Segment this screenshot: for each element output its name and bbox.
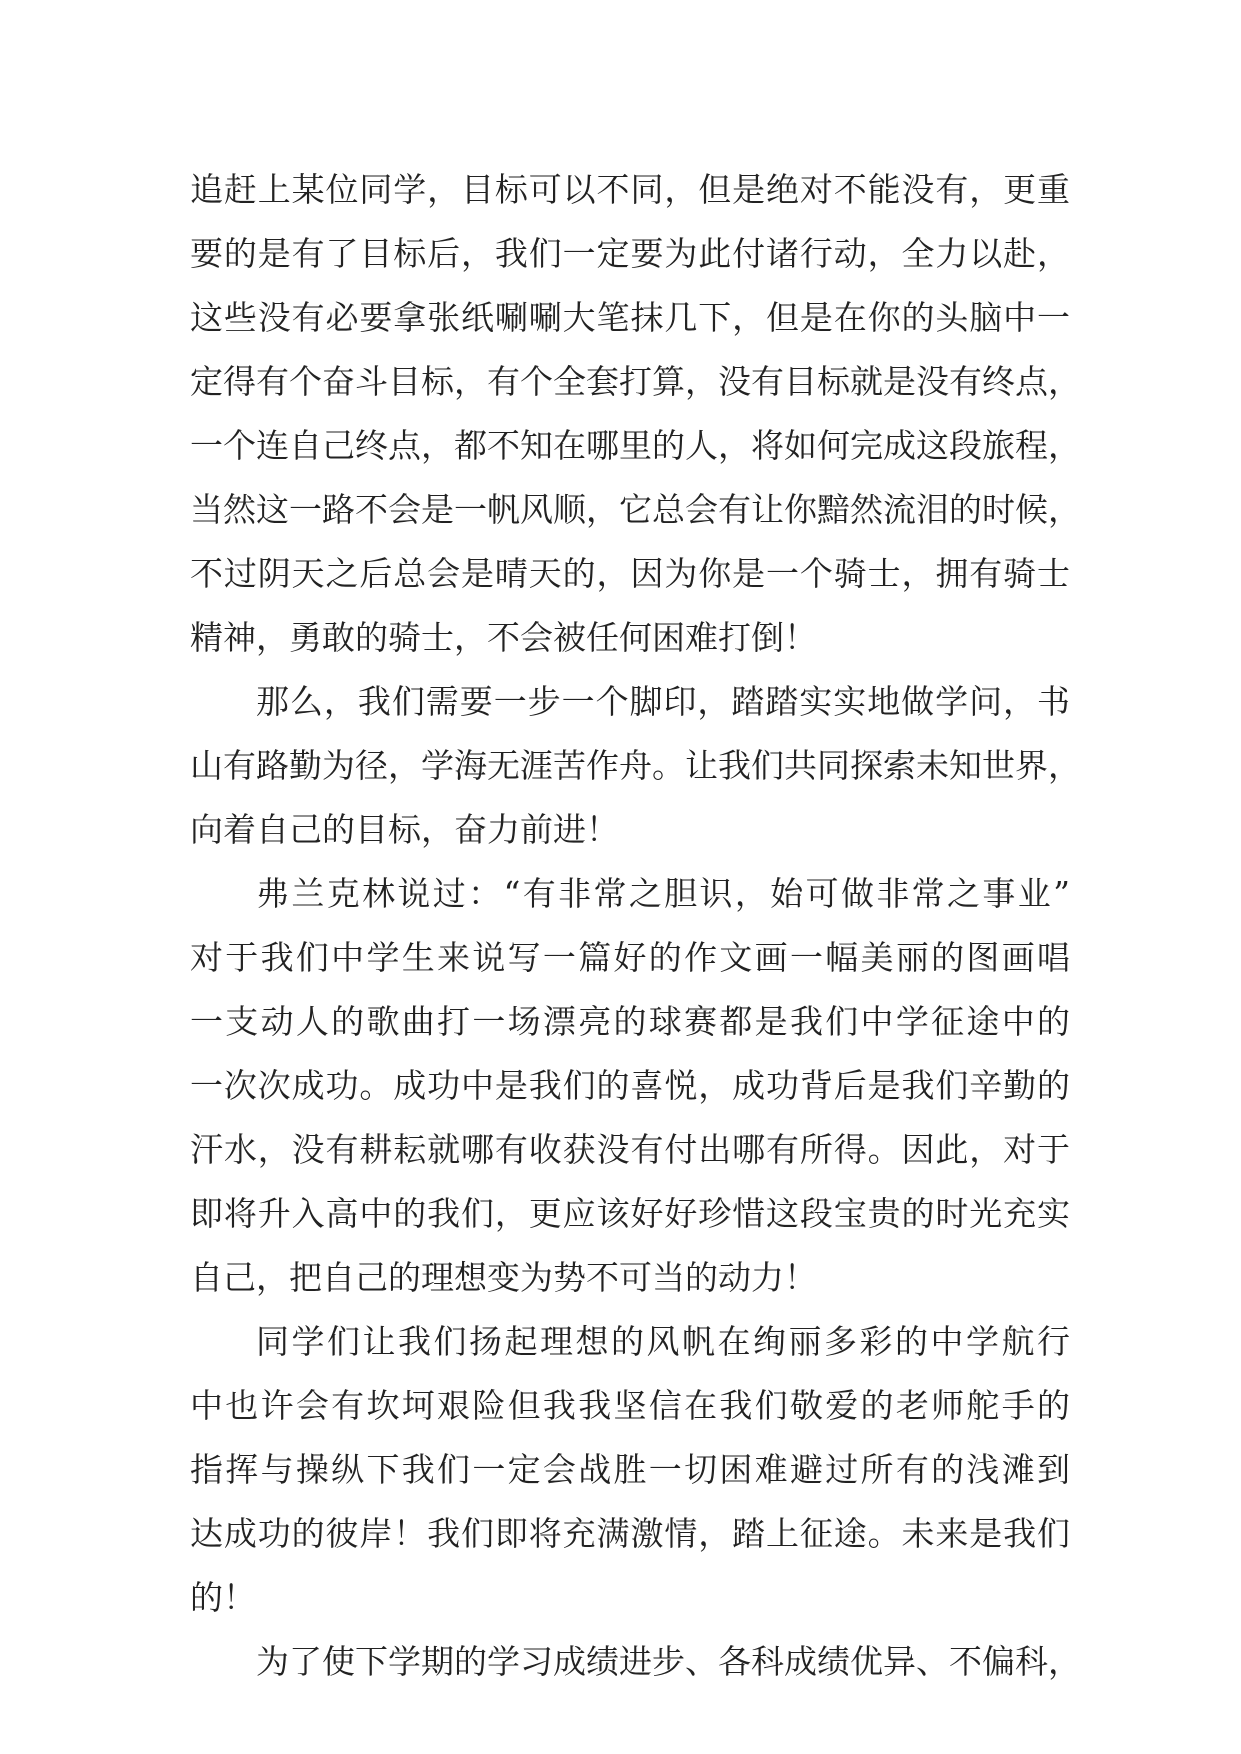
text-line: 那么，我们需要一步一个脚印，踏踏实实地做学问，书 [256, 682, 1070, 721]
text-line: 一个连自己终点，都不知在哪里的人，将如何完成这段旅程， [190, 426, 1081, 465]
text-line: 定得有个奋斗目标，有个全套打算，没有目标就是没有终点， [190, 362, 1081, 401]
text-line: 对于我们中学生来说写一篇好的作文画一幅美丽的图画唱 [190, 938, 1070, 977]
text-line: 汗水，没有耕耘就哪有收获没有付出哪有所得。因此，对于 [190, 1130, 1070, 1169]
text-line: 向着自己的目标，奋力前进！ [190, 810, 619, 849]
text-line: 一次次成功。成功中是我们的喜悦，成功背后是我们辛勤的 [190, 1066, 1070, 1105]
text-line: 弗兰克林说过：“有非常之胆识，始可做非常之事业” [256, 874, 1070, 913]
text-line: 中也许会有坎坷艰险但我我坚信在我们敬爱的老师舵手的 [190, 1386, 1070, 1425]
document-body [190, 158, 1081, 1694]
text-line: 当然这一路不会是一帆风顺，它总会有让你黯然流泪的时候， [190, 490, 1081, 529]
text-line: 精神，勇敢的骑士，不会被任何困难打倒！ [190, 618, 817, 657]
text-line: 即将升入高中的我们，更应该好好珍惜这段宝贵的时光充实 [190, 1194, 1070, 1233]
text-line: 为了使下学期的学习成绩进步、各科成绩优异、不偏科， [256, 1642, 1081, 1681]
text-line: 追赶上某位同学，目标可以不同，但是绝对不能没有，更重 [190, 170, 1070, 209]
text-line: 一支动人的歌曲打一场漂亮的球赛都是我们中学征途中的 [190, 1002, 1070, 1041]
text-line: 达成功的彼岸！我们即将充满激情，踏上征途。未来是我们 [190, 1514, 1070, 1553]
text-line: 要的是有了目标后，我们一定要为此付诸行动，全力以赴， [190, 234, 1070, 273]
text-line: 山有路勤为径，学海无涯苦作舟。让我们共同探索未知世界， [190, 746, 1081, 785]
text-line: 的！ [190, 1578, 256, 1617]
text-line: 不过阴天之后总会是晴天的，因为你是一个骑士，拥有骑士 [190, 554, 1070, 593]
text-line: 同学们让我们扬起理想的风帆在绚丽多彩的中学航行 [256, 1322, 1070, 1361]
text-line: 指挥与操纵下我们一定会战胜一切困难避过所有的浅滩到 [190, 1450, 1070, 1489]
text-line: 这些没有必要拿张纸唰唰大笔抹几下，但是在你的头脑中一 [190, 298, 1070, 337]
text-line: 自己，把自己的理想变为势不可当的动力！ [190, 1258, 817, 1297]
